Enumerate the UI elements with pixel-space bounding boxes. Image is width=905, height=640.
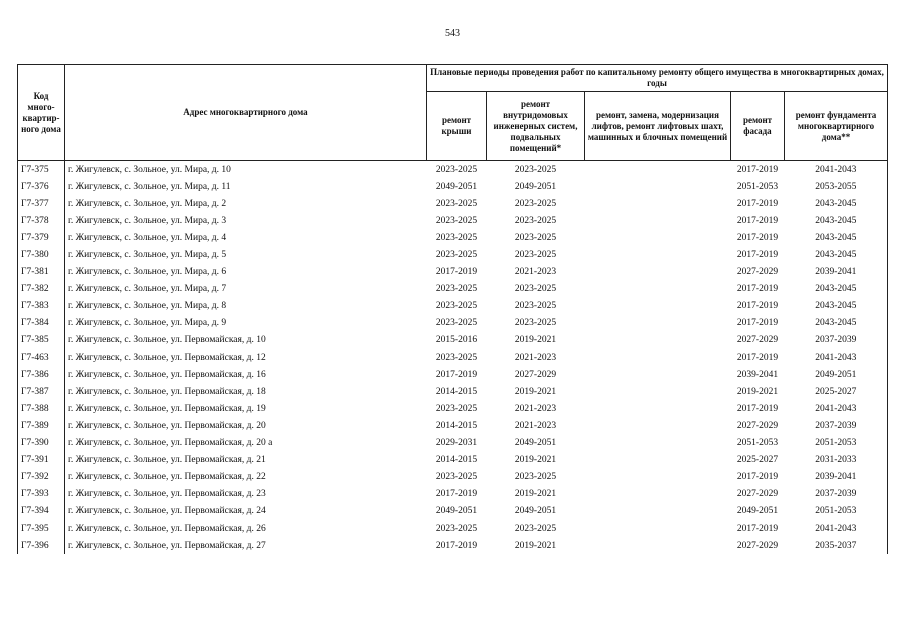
cell-elevators: [585, 366, 731, 383]
cell-facade: 2051-2053: [736, 181, 779, 192]
cell-roof: 2023-2025: [435, 284, 478, 295]
cell-code: Г7-387: [18, 383, 65, 400]
table-row: [18, 435, 888, 452]
cell-address: г. Жигулевск, с. Зольное, ул. Мира, д. 8: [65, 298, 427, 315]
cell-engineering: 2021-2023: [514, 403, 557, 414]
cell-foundation: 2043-2045: [785, 246, 888, 263]
cell-code: Г7-377: [18, 195, 65, 212]
cell-engineering: 2049-2051: [514, 181, 557, 192]
table-row: [18, 503, 888, 520]
cell-elevators: [585, 281, 731, 298]
cell-code: Г7-390: [18, 435, 65, 452]
table-row: [18, 212, 888, 229]
cell-code: Г7-378: [18, 212, 65, 229]
cell-roof: 2014-2015: [435, 420, 478, 431]
cell-facade: 2025-2027: [736, 455, 779, 466]
cell-roof: 2023-2025: [435, 250, 478, 261]
cell-engineering: 2019-2021: [514, 386, 557, 397]
cell-facade: 2027-2029: [736, 489, 779, 500]
header-foundation: ремонт фундамента многоквартирного дома**: [785, 92, 888, 161]
cell-elevators: [585, 520, 731, 537]
cell-elevators: [585, 400, 731, 417]
cell-facade: 2017-2019: [736, 164, 779, 175]
table-row: [18, 537, 888, 554]
header-code: Код много-квартир-ного дома: [18, 65, 65, 161]
cell-foundation: 2043-2045: [785, 315, 888, 332]
cell-facade: 2017-2019: [736, 250, 779, 261]
cell-address: г. Жигулевск, с. Зольное, ул. Первомайская, д. 21: [65, 452, 427, 469]
cell-foundation: 2041-2043: [785, 520, 888, 537]
cell-engineering: 2023-2025: [514, 198, 557, 209]
table-row: [18, 486, 888, 503]
cell-foundation: 2043-2045: [785, 229, 888, 246]
cell-address: г. Жигулевск, с. Зольное, ул. Мира, д. 11: [65, 178, 427, 195]
cell-roof: 2014-2015: [435, 386, 478, 397]
cell-address: г. Жигулевск, с. Зольное, ул. Первомайская, д. 18: [65, 383, 427, 400]
cell-foundation: 2041-2043: [785, 349, 888, 366]
cell-facade: 2049-2051: [736, 506, 779, 517]
cell-elevators: [585, 503, 731, 520]
cell-elevators: [585, 537, 731, 554]
cell-facade: 2039-2041: [736, 369, 779, 380]
cell-engineering: 2023-2025: [514, 318, 557, 329]
cell-address: г. Жигулевск, с. Зольное, ул. Первомайская, д. 12: [65, 349, 427, 366]
table-row: [18, 332, 888, 349]
table-row: [18, 452, 888, 469]
cell-address: г. Жигулевск, с. Зольное, ул. Первомайская, д. 20 а: [65, 435, 427, 452]
table-row: [18, 383, 888, 400]
table-row: [18, 229, 888, 246]
cell-code: Г7-382: [18, 281, 65, 298]
cell-code: Г7-380: [18, 246, 65, 263]
cell-roof: 2049-2051: [435, 506, 478, 517]
cell-roof: 2023-2025: [435, 232, 478, 243]
table-header: [18, 65, 888, 161]
cell-foundation: 2049-2051: [785, 366, 888, 383]
cell-facade: 2017-2019: [736, 523, 779, 534]
cell-roof: 2017-2019: [435, 489, 478, 500]
cell-address: г. Жигулевск, с. Зольное, ул. Первомайская, д. 16: [65, 366, 427, 383]
cell-code: Г7-391: [18, 452, 65, 469]
cell-engineering: 2023-2025: [514, 472, 557, 483]
table-row: [18, 417, 888, 434]
cell-code: Г7-463: [18, 349, 65, 366]
cell-facade: 2017-2019: [736, 232, 779, 243]
cell-address: г. Жигулевск, с. Зольное, ул. Первомайская, д. 24: [65, 503, 427, 520]
cell-address: г. Жигулевск, с. Зольное, ул. Мира, д. 6: [65, 264, 427, 281]
cell-elevators: [585, 332, 731, 349]
cell-facade: 2017-2019: [736, 215, 779, 226]
cell-foundation: 2053-2055: [785, 178, 888, 195]
repair-schedule-table: [17, 64, 888, 554]
table-row: [18, 298, 888, 315]
cell-elevators: [585, 486, 731, 503]
cell-code: Г7-393: [18, 486, 65, 503]
cell-code: Г7-392: [18, 469, 65, 486]
cell-engineering: 2023-2025: [514, 284, 557, 295]
cell-address: г. Жигулевск, с. Зольное, ул. Первомайская, д. 23: [65, 486, 427, 503]
cell-code: Г7-375: [18, 161, 65, 179]
cell-address: г. Жигулевск, с. Зольное, ул. Первомайская, д. 27: [65, 537, 427, 554]
cell-engineering: 2023-2025: [514, 215, 557, 226]
cell-code: Г7-388: [18, 400, 65, 417]
cell-engineering: 2021-2023: [514, 420, 557, 431]
header-facade: ремонт фасада: [731, 92, 785, 161]
cell-elevators: [585, 246, 731, 263]
cell-elevators: [585, 178, 731, 195]
cell-elevators: [585, 212, 731, 229]
cell-roof: 2023-2025: [435, 215, 478, 226]
cell-roof: 2015-2016: [435, 335, 478, 346]
cell-address: г. Жигулевск, с. Зольное, ул. Мира, д. 10: [65, 161, 427, 179]
cell-address: г. Жигулевск, с. Зольное, ул. Мира, д. 9: [65, 315, 427, 332]
header-planned-periods: Плановые периоды проведения работ по капитальному ремонту общего имущества в многоквартирных домах, годы: [427, 65, 888, 92]
cell-code: Г7-389: [18, 417, 65, 434]
cell-roof: 2023-2025: [435, 164, 478, 175]
table-row: [18, 161, 888, 179]
cell-code: Г7-395: [18, 520, 65, 537]
cell-address: г. Жигулевск, с. Зольное, ул. Первомайская, д. 10: [65, 332, 427, 349]
cell-roof: 2023-2025: [435, 523, 478, 534]
cell-engineering: 2049-2051: [514, 506, 557, 517]
cell-foundation: 2035-2037: [785, 537, 888, 554]
cell-foundation: 2039-2041: [785, 469, 888, 486]
table-row: [18, 264, 888, 281]
cell-code: Г7-385: [18, 332, 65, 349]
cell-engineering: 2023-2025: [514, 523, 557, 534]
cell-address: г. Жигулевск, с. Зольное, ул. Мира, д. 5: [65, 246, 427, 263]
cell-roof: 2029-2031: [435, 438, 478, 449]
cell-engineering: 2019-2021: [514, 540, 557, 551]
cell-code: Г7-394: [18, 503, 65, 520]
cell-facade: 2017-2019: [736, 352, 779, 363]
table-row: [18, 315, 888, 332]
cell-engineering: 2021-2023: [514, 267, 557, 278]
cell-elevators: [585, 435, 731, 452]
cell-engineering: 2019-2021: [514, 455, 557, 466]
cell-roof: 2023-2025: [435, 198, 478, 209]
cell-code: Г7-379: [18, 229, 65, 246]
cell-facade: 2027-2029: [736, 540, 779, 551]
cell-engineering: 2021-2023: [514, 352, 557, 363]
cell-elevators: [585, 452, 731, 469]
cell-facade: 2017-2019: [736, 318, 779, 329]
table-row: [18, 400, 888, 417]
cell-elevators: [585, 264, 731, 281]
cell-engineering: 2023-2025: [514, 164, 557, 175]
cell-address: г. Жигулевск, с. Зольное, ул. Мира, д. 2: [65, 195, 427, 212]
cell-facade: 2027-2029: [736, 267, 779, 278]
cell-elevators: [585, 298, 731, 315]
cell-foundation: 2037-2039: [785, 486, 888, 503]
table-row: [18, 281, 888, 298]
cell-elevators: [585, 383, 731, 400]
cell-roof: 2023-2025: [435, 318, 478, 329]
cell-roof: 2049-2051: [435, 181, 478, 192]
cell-roof: 2023-2025: [435, 352, 478, 363]
cell-code: Г7-381: [18, 264, 65, 281]
cell-address: г. Жигулевск, с. Зольное, ул. Мира, д. 7: [65, 281, 427, 298]
cell-foundation: 2043-2045: [785, 281, 888, 298]
table-row: [18, 246, 888, 263]
cell-engineering: 2023-2025: [514, 250, 557, 261]
page-number: 543: [445, 28, 460, 39]
cell-roof: 2017-2019: [435, 369, 478, 380]
table-row: [18, 195, 888, 212]
cell-foundation: 2031-2033: [785, 452, 888, 469]
cell-roof: 2017-2019: [435, 267, 478, 278]
cell-engineering: 2049-2051: [514, 438, 557, 449]
cell-roof: 2014-2015: [435, 455, 478, 466]
cell-address: г. Жигулевск, с. Зольное, ул. Мира, д. 3: [65, 212, 427, 229]
cell-engineering: 2023-2025: [514, 232, 557, 243]
table-body: [18, 161, 888, 555]
cell-foundation: 2043-2045: [785, 195, 888, 212]
cell-roof: 2023-2025: [435, 301, 478, 312]
cell-address: г. Жигулевск, с. Зольное, ул. Первомайская, д. 20: [65, 417, 427, 434]
cell-address: г. Жигулевск, с. Зольное, ул. Первомайская, д. 26: [65, 520, 427, 537]
cell-engineering: 2023-2025: [514, 301, 557, 312]
cell-roof: 2017-2019: [435, 540, 478, 551]
cell-code: Г7-386: [18, 366, 65, 383]
cell-address: г. Жигулевск, с. Зольное, ул. Мира, д. 4: [65, 229, 427, 246]
cell-facade: 2027-2029: [736, 420, 779, 431]
cell-facade: 2017-2019: [736, 198, 779, 209]
cell-address: г. Жигулевск, с. Зольное, ул. Первомайская, д. 22: [65, 469, 427, 486]
cell-facade: 2017-2019: [736, 301, 779, 312]
cell-foundation: 2039-2041: [785, 264, 888, 281]
cell-facade: 2017-2019: [736, 403, 779, 414]
cell-engineering: 2019-2021: [514, 489, 557, 500]
cell-code: Г7-383: [18, 298, 65, 315]
cell-foundation: 2041-2043: [785, 400, 888, 417]
cell-foundation: 2043-2045: [785, 298, 888, 315]
cell-facade: 2017-2019: [736, 284, 779, 295]
header-address: Адрес многоквартирного дома: [65, 65, 427, 161]
table-row: [18, 178, 888, 195]
cell-engineering: 2027-2029: [514, 369, 557, 380]
cell-code: Г7-384: [18, 315, 65, 332]
cell-elevators: [585, 195, 731, 212]
header-elevators: ремонт, замена, модернизация лифтов, ремонт лифтовых шахт, машинных и блочных помещений: [585, 92, 731, 161]
cell-elevators: [585, 161, 731, 179]
table-row: [18, 520, 888, 537]
cell-roof: 2023-2025: [435, 403, 478, 414]
cell-engineering: 2019-2021: [514, 335, 557, 346]
cell-code: Г7-376: [18, 178, 65, 195]
header-roof: ремонт крыши: [427, 92, 487, 161]
cell-facade: 2051-2053: [736, 438, 779, 449]
cell-foundation: 2037-2039: [785, 417, 888, 434]
cell-elevators: [585, 417, 731, 434]
cell-facade: 2017-2019: [736, 472, 779, 483]
header-engineering: ремонт внутридомовых инженерных систем, подвальных помещений*: [487, 92, 585, 161]
table-row: [18, 366, 888, 383]
cell-elevators: [585, 349, 731, 366]
cell-facade: 2019-2021: [736, 386, 779, 397]
cell-foundation: 2043-2045: [785, 212, 888, 229]
table-row: [18, 349, 888, 366]
cell-foundation: 2041-2043: [785, 161, 888, 179]
cell-facade: 2027-2029: [736, 335, 779, 346]
cell-foundation: 2051-2053: [785, 503, 888, 520]
cell-foundation: 2025-2027: [785, 383, 888, 400]
cell-code: Г7-396: [18, 537, 65, 554]
table-row: [18, 469, 888, 486]
cell-roof: 2023-2025: [435, 472, 478, 483]
cell-foundation: 2037-2039: [785, 332, 888, 349]
cell-elevators: [585, 315, 731, 332]
cell-elevators: [585, 229, 731, 246]
cell-address: г. Жигулевск, с. Зольное, ул. Первомайская, д. 19: [65, 400, 427, 417]
cell-foundation: 2051-2053: [785, 435, 888, 452]
cell-elevators: [585, 469, 731, 486]
